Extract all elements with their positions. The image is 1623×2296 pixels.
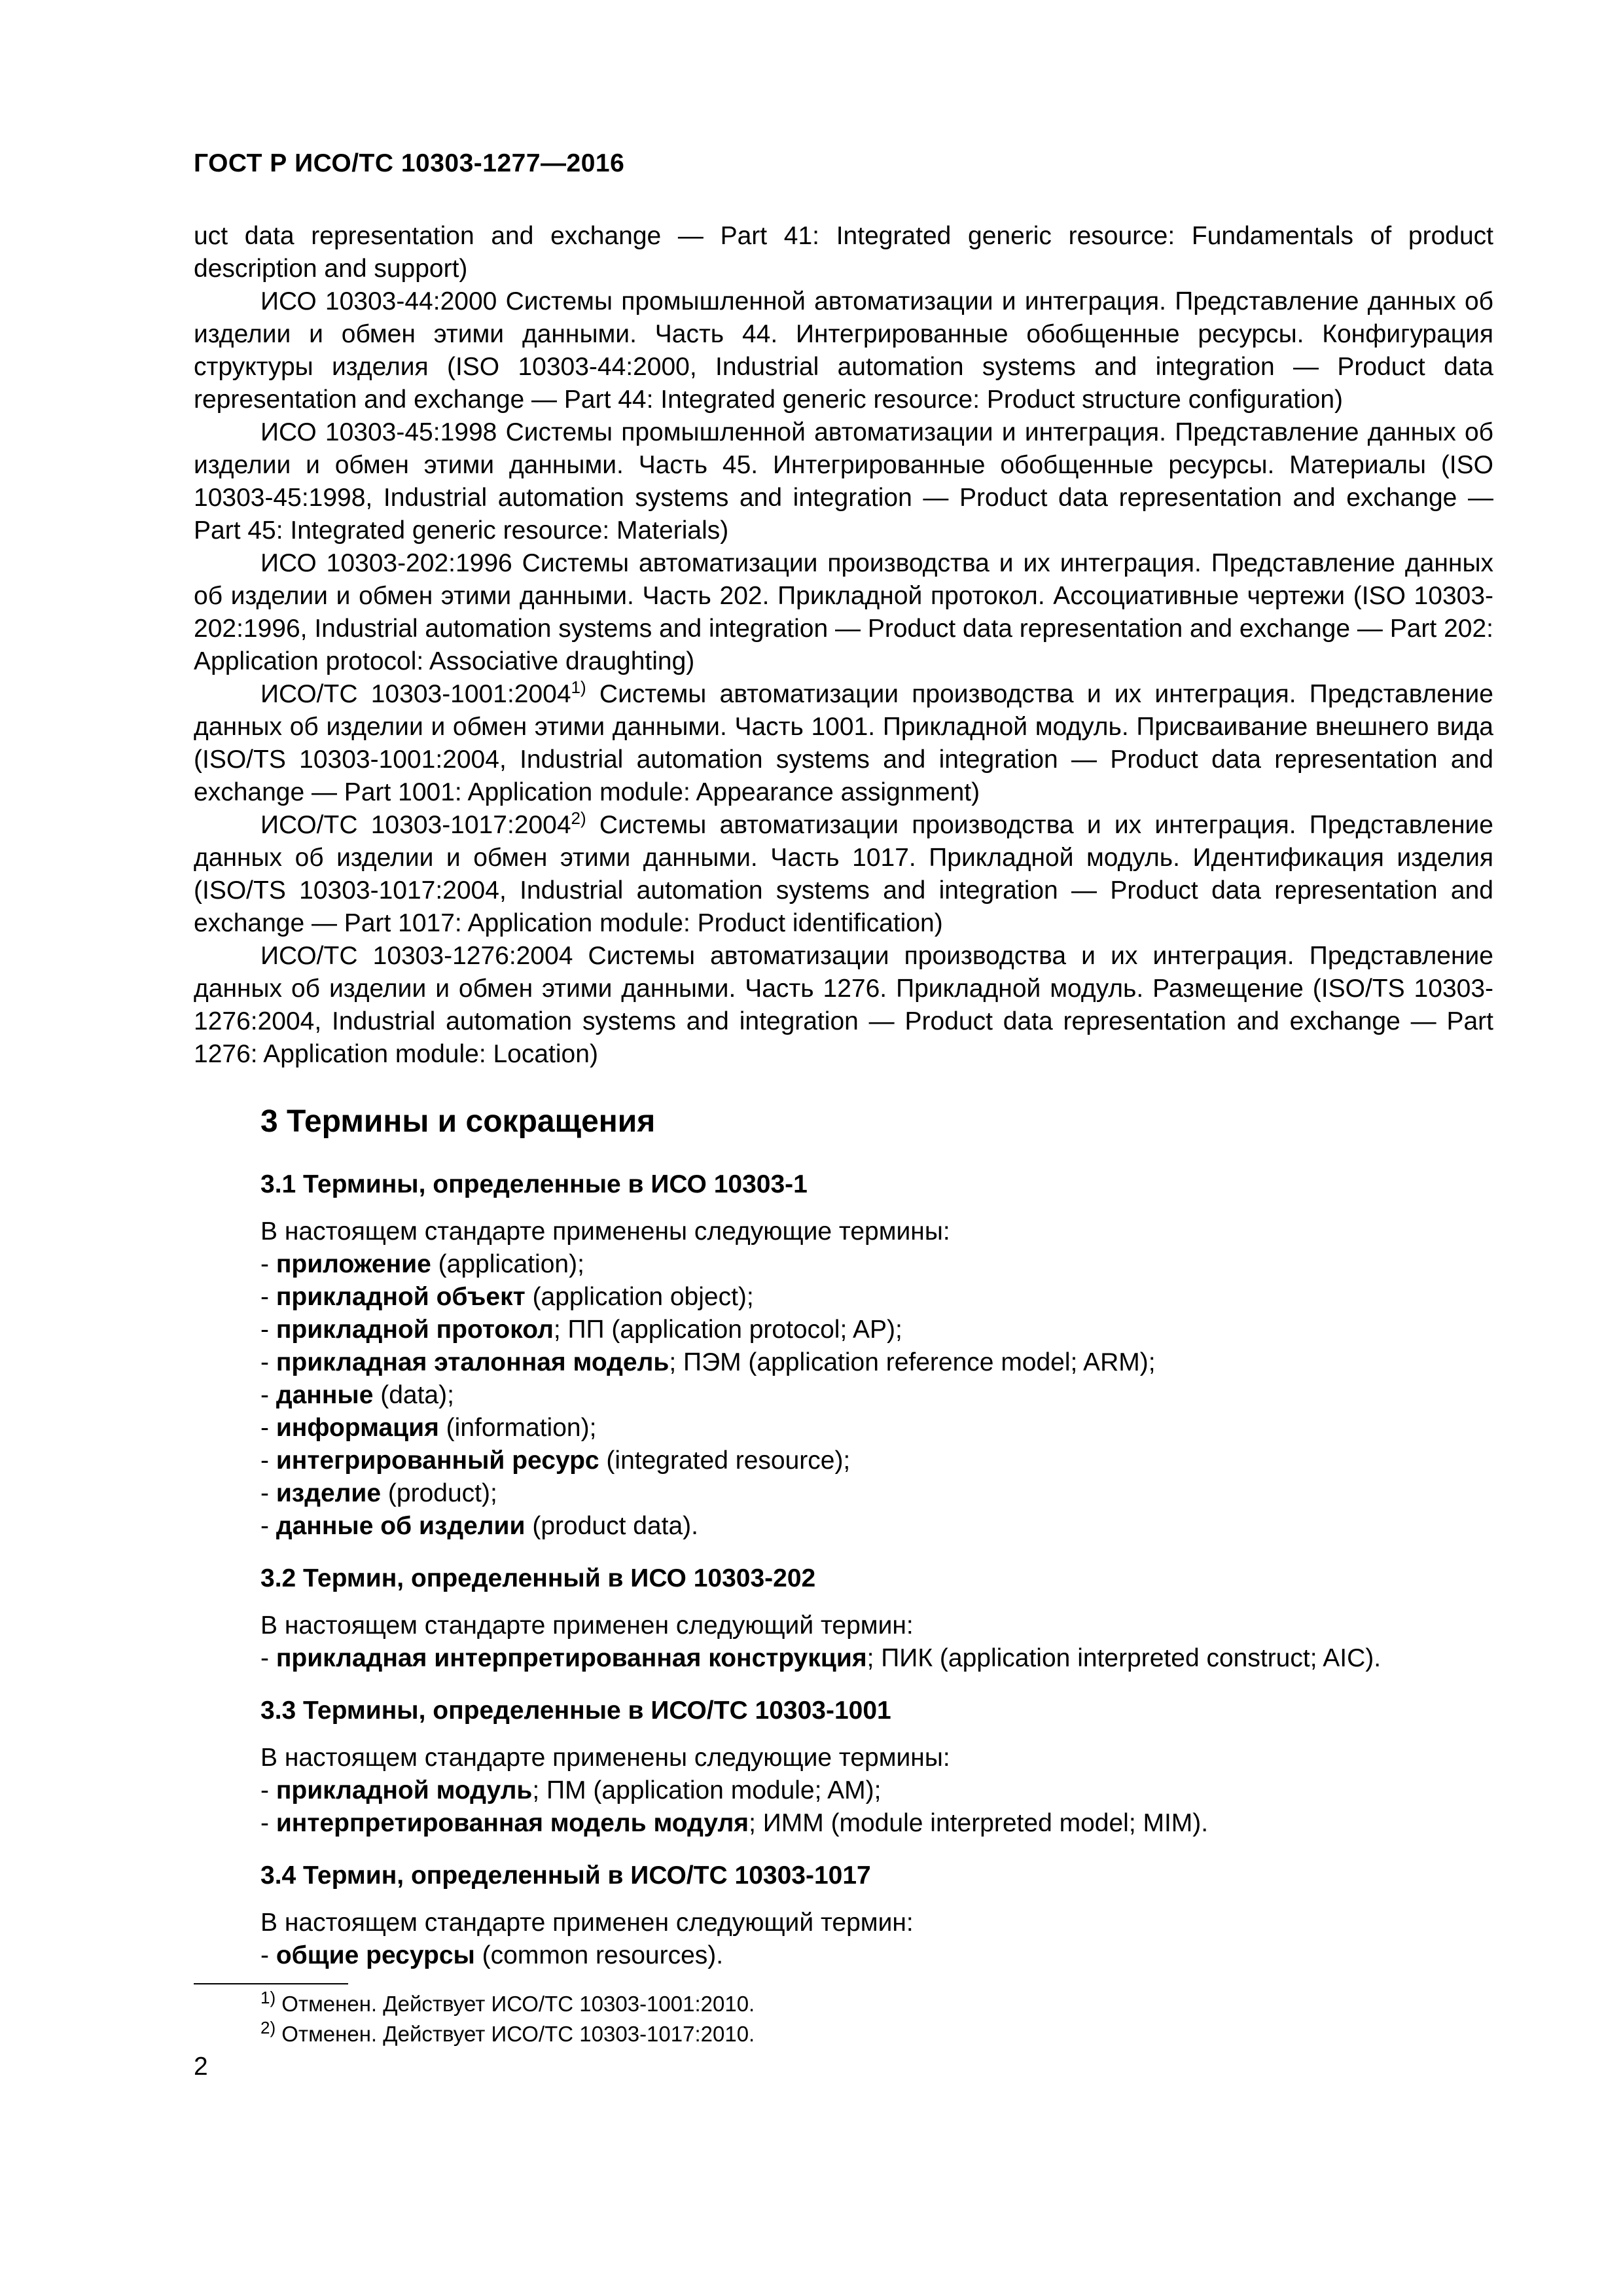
footnote-ref-2: 2)	[571, 808, 586, 828]
reference-p4	[194, 678, 1493, 809]
term-item: - информация (information);	[260, 1414, 597, 1442]
term-item: - данные (data);	[260, 1381, 454, 1409]
reference-p6: ИСО/ТС 10303-1276:2004 Системы автоматизации производства и их интеграция. Представление данных об изделии и обмен этими данными. Часть 1276. Прикладной модуль. Размещение (ISO/TS 10303-1276:2004, Industrial automation systems and integration — Product data representation and exchange — Part 1276: Application module: Location)	[194, 942, 1493, 1068]
subsection-3-4-title: 3.4 Термин, определенный в ИСО/ТС 10303-1017	[260, 1861, 871, 1890]
subsection-3-2-body	[260, 1609, 1491, 1675]
subsection-intro: В настоящем стандарте применен следующий термин:	[260, 1909, 914, 1937]
reference-p1: ИСО 10303-44:2000 Системы промышленной автоматизации и интеграция. Представление данных об изделии и обмен этими данными. Часть 44. Интегрированные обобщенные ресурсы. Конфигурация структуры изделия (ISO 10303-44:2000, Industrial automation systems and integration — Product data representation and exchange — Part 44: Integrated generic resource: Product structure configuration)	[194, 287, 1493, 414]
subsection-3-2-title: 3.2 Термин, определенный в ИСО 10303-202	[260, 1564, 816, 1592]
term-item: - общие ресурсы (common resources).	[260, 1941, 724, 1969]
footnote-2: $^{2)}$ Отменен. Действует ИСО/ТС 10303-1017:2010.	[260, 2018, 755, 2046]
term-item: - изделие (product);	[260, 1479, 497, 1507]
footnote-separator	[194, 1983, 348, 1984]
term-item: - прикладной модуль; ПМ (application module; AM);	[260, 1776, 882, 1804]
subsection-intro: В настоящем стандарте применены следующие термины:	[260, 1217, 950, 1246]
term-item: - прикладная эталонная модель; ПЭМ (application reference model; ARM);	[260, 1348, 1156, 1376]
subsection-intro: В настоящем стандарте применен следующий термин:	[260, 1611, 914, 1640]
term-item: - прикладной объект (application object);	[260, 1283, 754, 1311]
reference-p4-text: Системы автоматизации производства и их интеграция. Представление данных об изделии и обмен этими данными. Часть 1001. Прикладной модуль. Присваивание внешнего вида (ISO/TS 10303-1001:2004, Industrial automation systems and integration — Product data representation and exchange — Part 1001: Application module: Appearance assignment)	[194, 680, 1494, 806]
subsection-intro: В настоящем стандарте применены следующие термины:	[260, 1744, 950, 1772]
reference-p5-code: ИСО/ТС 10303-1017:2004	[260, 811, 571, 839]
page-number: 2	[194, 2053, 208, 2081]
reference-p3: ИСО 10303-202:1996 Системы автоматизации производства и их интеграция. Представление данных об изделии и обмен этими данными. Часть 202. Прикладной протокол. Ассоциативные чертежи (ISO 10303-202:1996, Industrial automation systems and integration — Product data representation and exchange — Part 202: Application protocol: Associative draughting)	[194, 549, 1493, 675]
term-item: - прикладная интерпретированная конструкция; ПИК (application interpreted construct; AIC).	[260, 1644, 1382, 1672]
reference-p5	[194, 809, 1493, 940]
section-3-title: 3 Термины и сокращения	[260, 1104, 656, 1139]
subsection-3-4-body	[260, 1907, 1491, 1972]
subsection-3-1-body	[260, 1215, 1491, 1543]
subsection-3-3-body	[260, 1742, 1491, 1840]
term-item: - данные об изделии (product data).	[260, 1512, 698, 1540]
footnote-1: $^{1)}$ Отменен. Действует ИСО/ТС 10303-1001:2010.	[260, 1988, 755, 2016]
document-header: ГОСТ Р ИСО/ТС 10303-1277—2016	[194, 149, 625, 177]
term-item: - интегрированный ресурс (integrated resource);	[260, 1446, 851, 1475]
reference-p5-text: Системы автоматизации производства и их интеграция. Представление данных об изделии и обмен этими данными. Часть 1017. Прикладной модуль. Идентификация изделия (ISO/TS 10303-1017:2004, Industrial automation systems and integration — Product data representation and exchange — Part 1017: Application module: Product identification)	[194, 811, 1494, 937]
term-item: - прикладной протокол; ПП (application protocol; AP);	[260, 1316, 902, 1344]
term-item: - приложение (application);	[260, 1250, 584, 1278]
term-item: - интерпретированная модель модуля; ИММ (module interpreted model; MIM).	[260, 1809, 1209, 1837]
footnote-ref-1: 1)	[571, 677, 586, 697]
reference-p4-code: ИСО/ТС 10303-1001:2004	[260, 680, 571, 708]
subsection-3-3-title: 3.3 Термины, определенные в ИСО/ТС 10303-1001	[260, 1696, 891, 1725]
reference-p0: uct data representation and exchange — Part 41: Integrated generic resource: Fundamentals of product description and support)	[194, 222, 1493, 283]
subsection-3-1-title: 3.1 Термины, определенные в ИСО 10303-1	[260, 1170, 808, 1198]
normative-references-continued	[194, 220, 1493, 1071]
reference-p2: ИСО 10303-45:1998 Системы промышленной автоматизации и интеграция. Представление данных об изделии и обмен этими данными. Часть 45. Интегрированные обобщенные ресурсы. Материалы (ISO 10303-45:1998, Industrial automation systems and integration — Product data representation and exchange — Part 45: Integrated generic resource: Materials)	[194, 418, 1493, 545]
